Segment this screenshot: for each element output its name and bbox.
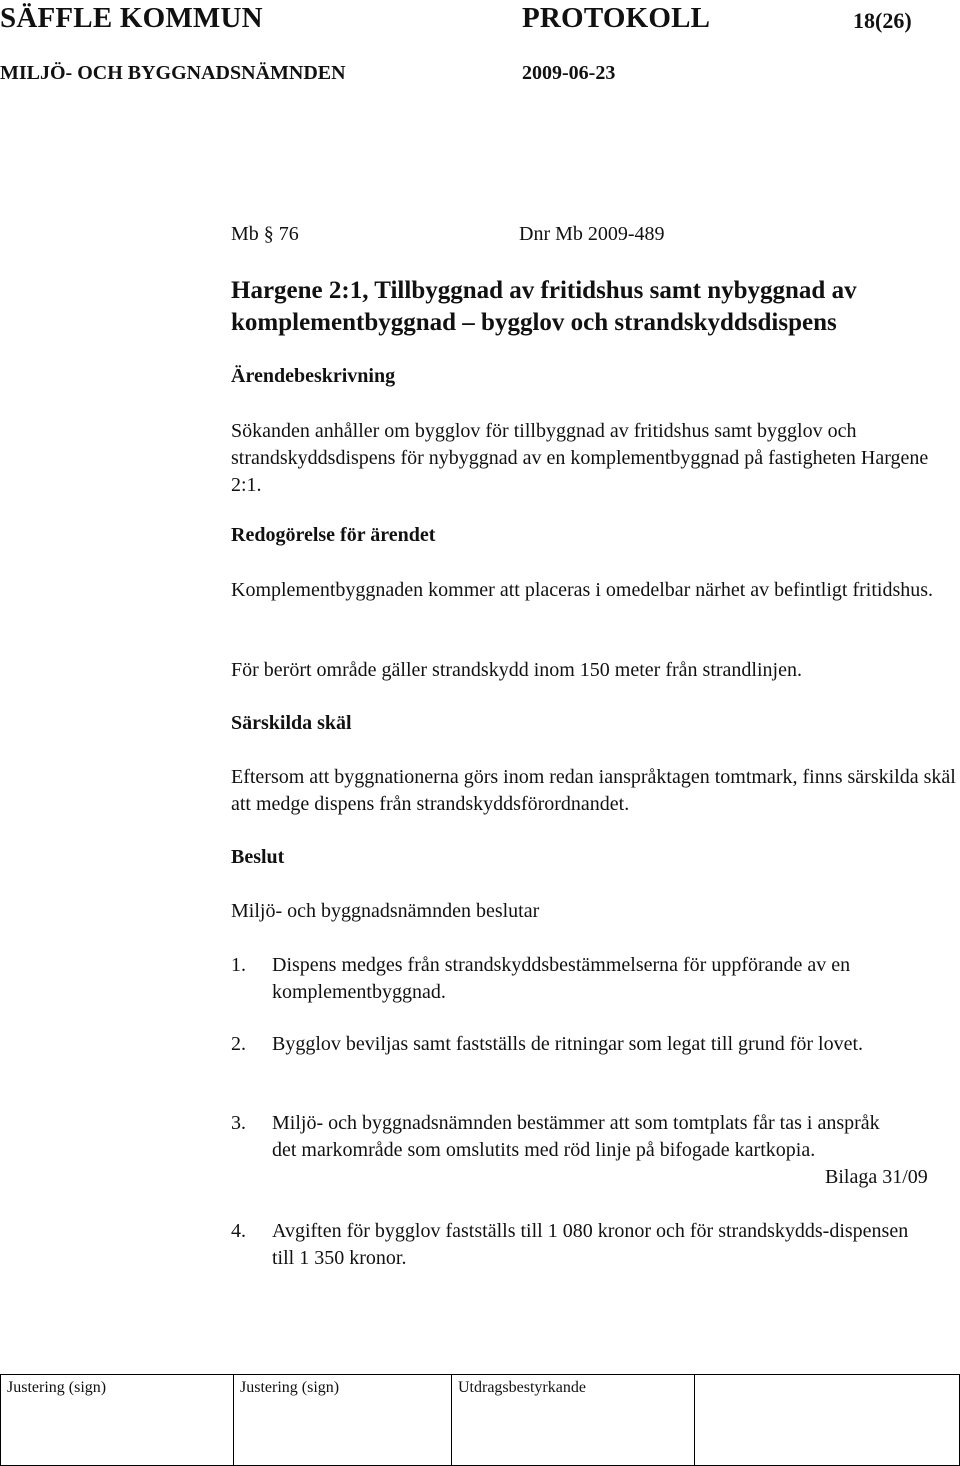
redogorelse-text-1: Komplementbyggnaden kommer att placeras i omedelbar närhet av befintligt fritidshus. <box>231 579 934 601</box>
decision-4-text: Avgiften för bygglov fastställs till 1 080 kronor och för strandskydds-dispensen till 1 350 kronor. <box>272 1220 909 1269</box>
arendebeskrivning-text: Sökanden anhåller om bygglov för tillbyggnad av fritidshus samt bygglov och strandskyddsdispens för nybyggnad av en komplementbyggnad på fastigheten Hargene 2:1. <box>231 420 929 496</box>
case-title-line-1: Hargene 2:1, Tillbyggnad av fritidshus samt nybyggnad av <box>231 277 857 304</box>
signature-table <box>0 1374 960 1466</box>
organization-name: SÄFFLE KOMMUN <box>0 2 263 34</box>
case-number: Dnr Mb 2009-489 <box>519 223 665 245</box>
case-title-line-2: komplementbyggnad – bygglov och strandskyddsdispens <box>231 309 837 336</box>
signature-label-utdragsbestyrkande: Utdragsbestyrkande <box>458 1379 586 1396</box>
signature-label-justering-1: Justering (sign) <box>7 1379 107 1396</box>
signature-cell-empty <box>695 1375 960 1466</box>
attachment-reference: Bilaga 31/09 <box>825 1166 928 1188</box>
decision-2-text: Bygglov beviljas samt fastställs de ritningar som legat till grund för lovet. <box>272 1033 864 1055</box>
decision-1-text: Dispens medges från strandskyddsbestämmelserna för uppförande av en komplementbyggnad. <box>272 954 851 1003</box>
beslut-intro: Miljö- och byggnadsnämnden beslutar <box>231 900 540 922</box>
decision-3-number: 3. <box>231 1112 246 1134</box>
signature-cell-justering-2 <box>234 1375 452 1466</box>
decision-3-text: Miljö- och byggnadsnämnden bestämmer att som tomtplats får tas i anspråk det markområde som omslutits med röd linje på bifogade kartkopia. <box>272 1112 880 1161</box>
signature-cell-justering-1 <box>1 1375 234 1466</box>
decision-4-number: 4. <box>231 1220 246 1242</box>
sarskilda-skal-heading: Särskilda skäl <box>231 712 352 734</box>
meeting-date: 2009-06-23 <box>522 62 616 84</box>
paragraph-number: Mb § 76 <box>231 223 299 245</box>
board-name: MILJÖ- OCH BYGGNADSNÄMNDEN <box>0 62 346 84</box>
redogorelse-text-2: För berört område gäller strandskydd inom 150 meter från strandlinjen. <box>231 659 802 681</box>
signature-label-justering-2: Justering (sign) <box>240 1379 340 1396</box>
beslut-heading: Beslut <box>231 846 285 868</box>
case-title <box>231 275 956 339</box>
arendebeskrivning-heading: Ärendebeskrivning <box>231 365 396 387</box>
page-number: 18(26) <box>853 8 912 33</box>
signature-cell-utdragsbestyrkande <box>452 1375 695 1466</box>
redogorelse-heading: Redogörelse för ärendet <box>231 524 436 546</box>
sarskilda-skal-text: Eftersom att byggnationerna görs inom redan ianspråktagen tomtmark, finns särskilda skäl att medge dispens från strandskyddsförordnandet. <box>231 766 956 815</box>
decision-1-number: 1. <box>231 954 246 976</box>
document-type: PROTOKOLL <box>522 2 711 34</box>
decision-2-number: 2. <box>231 1033 246 1055</box>
